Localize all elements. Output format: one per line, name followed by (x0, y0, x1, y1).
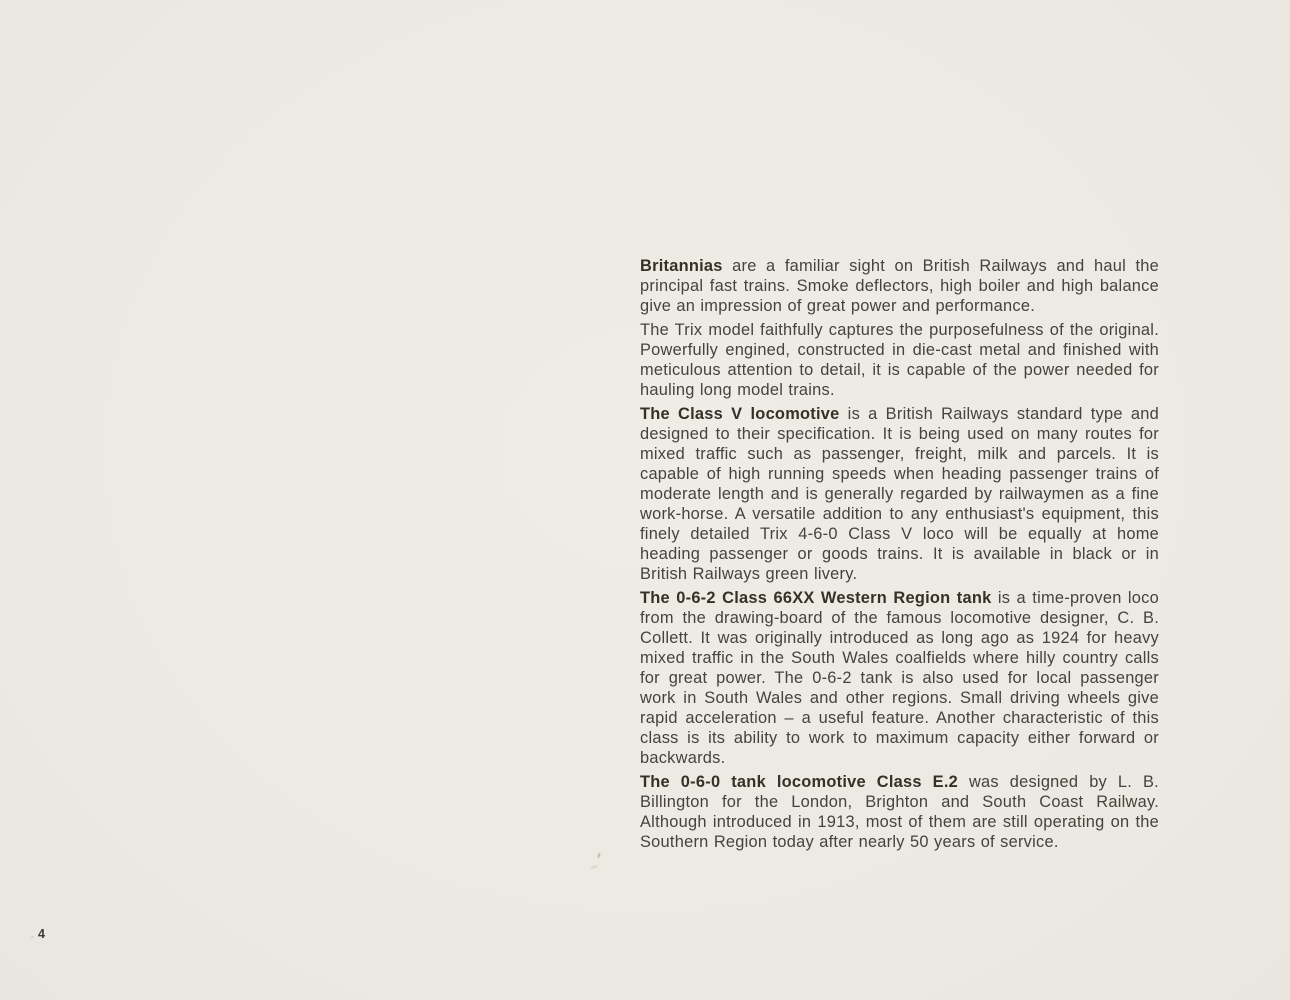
paragraph-trix-model (640, 320, 1159, 400)
paragraph-trix-model-body: The Trix model faithfully captures the purposefulness of the original. Powerfully engined, constructed in die-cast metal and finished with meticulous attention to detail, it is capable of the power needed for hauling long model trains. (640, 321, 1159, 399)
paragraph-class-e2-lead: The 0-6-0 tank locomotive Class E.2 (640, 773, 959, 791)
paragraph-class-v (640, 404, 1159, 584)
scan-speck (31, 936, 34, 938)
paragraph-britannias-body: are a familiar sight on British Railways and haul the principal fast trains. Smoke deflectors, high boiler and high balance give an impression of great power and performance. (640, 257, 1159, 315)
paragraph-class-66xx (640, 588, 1159, 768)
page-number: 4 (38, 927, 45, 941)
scan-speck (597, 853, 601, 858)
paragraph-class-e2 (640, 772, 1159, 852)
paragraph-class-e2-body: was designed by L. B. Billington for the London, Brighton and South Coast Railway. Although introduced in 1913, most of them are still operating on the Southern Region today after nearly 50 years of service. (640, 773, 1159, 851)
paragraph-class-66xx-lead: The 0-6-2 Class 66XX Western Region tank (640, 589, 992, 607)
article-text (640, 256, 1159, 856)
paragraph-britannias-lead: Britannias (640, 257, 723, 275)
paragraph-class-v-body: is a British Railways standard type and designed to their specification. It is being used on many routes for mixed traffic such as passenger, freight, milk and parcels. It is capable of high running speeds when heading passenger trains of moderate length and is generally regarded by railwaymen as a fine work-horse. A versatile addition to any enthusiast's equipment, this finely detailed Trix 4-6-0 Class V loco will be equally at home heading passenger or goods trains. It is available in black or in British Railways green livery. (640, 405, 1159, 583)
paragraph-britannias (640, 256, 1159, 316)
paragraph-class-v-lead: The Class V locomotive (640, 405, 840, 423)
scan-speck (590, 865, 598, 869)
paragraph-class-66xx-body: is a time-proven loco from the drawing-board of the famous locomotive designer, C. B. Collett. It was originally introduced as long ago as 1924 for heavy mixed traffic in the South Wales coalfields where hilly country calls for great power. The 0-6-2 tank is also used for local passenger work in South Wales and other regions. Small driving wheels give rapid acceleration – a useful feature. Another characteristic of this class is its ability to work to maximum capacity either forward or backwards. (640, 589, 1159, 767)
